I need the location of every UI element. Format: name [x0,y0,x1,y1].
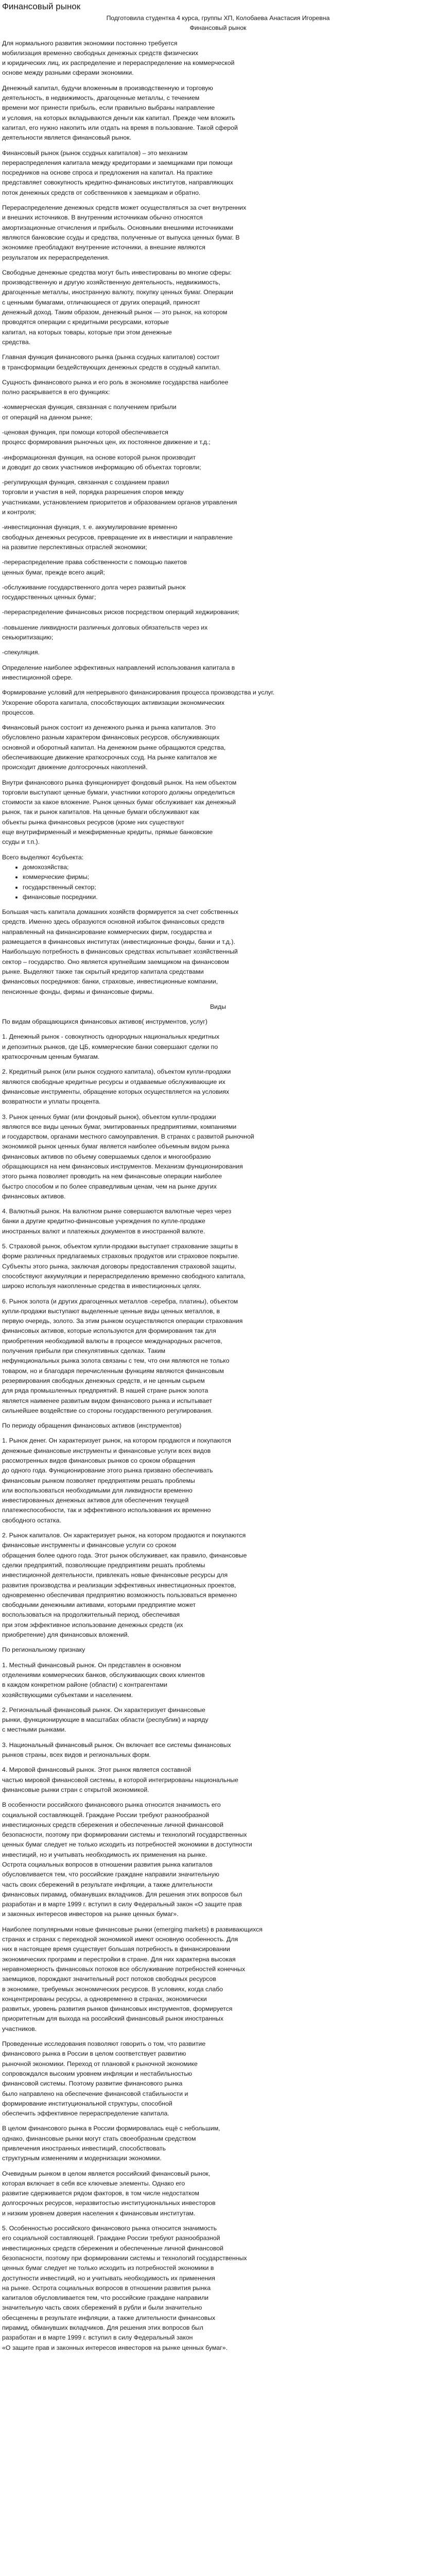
text-line: одновременно обеспечивая предприятию возможность пользоваться временно [2,1591,237,1599]
text-line: По региональному признаку [2,1646,85,1654]
paragraph [2,352,434,372]
text-line: финансовым рынком позволяет предприятиям решать проблемы [2,1477,195,1484]
paragraph [2,1297,434,1416]
text-line: участниками, установлением приоритетов и образованием органов управления [2,498,237,506]
text-line: экономических программ и перестройки в стране. Для них характерна высокая [2,1955,236,1963]
text-line: размещается в финансовых институтах (инвестиционные фонды, банки и т.д.). [2,938,235,946]
text-line: в трансформации бездействующих денежных средств в ссудный капитал. [2,363,221,371]
text-line: ценных бумаг следует не только исходить из потребностей экономики в доступности [2,1841,252,1849]
text-line: в экономике, требуемых экономических ресурсов. В условиях, когда слабо [2,1985,223,1993]
text-line: амортизационные отчисления и прибыль. Основными внешними источниками [2,224,234,231]
text-line: Всего выделяют 4субъекта: [2,853,84,861]
text-line: быстро способом и по более справедливым ценам, чем на рынке других [2,1182,217,1190]
text-line: являются банковские ссуды и средства, полученные от выпуска ценных бумаг. В [2,233,240,241]
text-line: представляет совокупность кредитно-финансовых институтов, направляющих [2,179,234,187]
text-line: объекты рынка финансовых ресурсов (кроме них существуют [2,818,184,826]
paragraph [2,1645,434,1655]
text-line: нефункциональных рынка золота связаны с тем, что они являются не только [2,1357,230,1365]
paragraph [2,1207,434,1236]
paragraph [2,1531,434,1640]
text-line: приобретения необходимой валюты в процессе международных расчетов, [2,1337,222,1345]
paragraph [2,522,434,552]
text-line: -повышение ликвидности различных долговых обязательств через их [2,623,208,631]
text-line: однако, финансовые рынки могут стать своеобразным средством [2,2134,196,2142]
text-line: и депозитных рынков, где ЦБ, коммерческие банки совершают сделки по [2,1043,218,1050]
paragraph [2,402,434,422]
text-line: обеспечить эффективное перераспределение капитала. [2,2110,169,2117]
text-line: Сущность финансового рынка и его роль в экономике государства наиболее [2,378,229,386]
text-line: часть своих сбережений в результате инфляции, а также длительности [2,1880,213,1888]
text-line: Внутри финансового рынка функционирует фондовый рынок. На нем объектом [2,778,237,786]
text-line: Проведенные исследования позволяют говорить о том, что развитие [2,2040,206,2048]
text-line: основной и оборотный капитал. На денежном рынке обращаются средства, [2,743,226,751]
text-line: свободных денежных ресурсов, превращение их в инвестиции и направление [2,533,233,541]
text-line: основе между разными сферами экономики. [2,69,134,77]
text-line: капитал, его нужно накопить или отдать на время в пользование. Такой сферой [2,124,238,131]
text-line: Определение наиболее эффективных направлений использования капитала в [2,664,235,671]
text-line: инвестиций, но и учитывать необходимость их применения на рынке. [2,1851,207,1858]
text-line: стоимости за какое вложение. Рынок ценных бумаг обслуживает как денежный [2,799,236,806]
document-subtitle: Финансовый рынок [189,24,247,32]
text-line: поток денежных средств от собственников к заемщикам и обратно. [2,189,201,196]
text-line: доступности инвестиций, но и учитывать необходимость их применения [2,2274,215,2282]
text-line: финансовых активов по объему совершаемых сделок и многообразию [2,1153,211,1160]
text-line: экономике преобладают внутренние источники, а внешние являются [2,244,205,251]
paragraph [2,378,434,398]
text-line: драгоценные металлы, иностранную валюту, покупку ценных бумаг. Операции [2,289,233,296]
paragraph [2,1436,434,1526]
text-line: инвестиционной сфере. [2,673,73,681]
text-line: с местными рынками. [2,1726,66,1734]
text-line: 6. Рынок золота (и других драгоценных металлов -серебра, платины), объектом [2,1297,238,1305]
text-line: концентрированы ресурсы, а одновременно в странах, экономически [2,1995,207,2003]
text-line: Наибольшую потребность в финансовых средствах испытывает хозяйственный [2,948,238,956]
text-line: Финансовый рынок состоит из денежного рынка и рынка капиталов. Это [2,724,216,732]
text-line: торговли и участия в ней, порядка разрешения споров между [2,488,184,496]
text-line: деятельность, в недвижимость, драгоценные металлы, с течением [2,94,200,102]
text-line: Главная функция финансового рынка (рынка ссудных капиталов) состоит [2,353,220,361]
text-line: -информационная функция, на основе которой рынок производит [2,453,196,461]
text-line: Денежный капитал, будучи вложенным в производственную и торговую [2,84,213,92]
text-line: безопасности, поэтому при формировании системы и технологий государственных [2,1831,247,1839]
paragraph [2,648,434,657]
paragraph [2,723,434,772]
text-line: Наиболее популярными новые финансовые рынки (emerging markets) в развивающихся [2,1925,263,1933]
text-line: По видам обращающихся финансовых активов( инструментов, услуг) [2,1018,207,1026]
text-line: до одного года. Функционирование этого рынка призвано обеспечивать [2,1467,213,1475]
text-line: 5. Особенностью российского финансового рынка относится значимость [2,2225,217,2232]
text-line: приоритетным для выхода на российский финансовый рынок иностранных [2,2015,224,2023]
paragraph [2,268,434,347]
text-line: 3. Национальный финансовый рынок. Он включает все системы финансовых [2,1741,231,1749]
text-line: финансовые инструменты, обращение которых осуществляется на условиях [2,1088,230,1095]
paragraph [2,148,434,198]
text-line: или воспользоваться необходимыми для ликвидности временно [2,1486,193,1494]
text-line: первую очередь, золото. За этим рынком осуществляются операции страхования [2,1317,243,1325]
text-line: направленный на финансирование коммерческих фирм, государства и [2,928,212,936]
text-line: иностранных валют и платежных документов в иностранной валюте. [2,1227,205,1235]
text-line: странах и странах с переходной экономикой имеют основную особенность. Для [2,1936,238,1943]
paragraph [2,607,434,617]
text-line: разработан и в марте 1999 г. вступил в силу Федеральный закон «О защите прав [2,1901,242,1908]
text-line: В особенности российского финансового рынка относится значимость его [2,1801,221,1809]
text-line: них в настоящее время существует большая потребность в финансировании [2,1945,230,1953]
paragraph [2,688,434,718]
text-line: ценных бумаг следует не только исходить из потребностей экономики в [2,2264,214,2272]
text-line: рынке. Выделяют также так скрытый кредитор капитала средствами [2,968,204,975]
text-line: свободными денежными активами, которыми предприятие может [2,1601,196,1609]
text-line: привлечения иностранных инвестиций, способствовать [2,2145,166,2152]
text-line: Виды [210,1003,226,1010]
text-line: свободного остатка. [2,1516,61,1524]
paragraph [2,428,434,448]
text-line: Перераспределение денежных средств может осуществляться за счет внутренних [2,204,247,212]
text-line: ссуды и т.п.). [2,838,40,846]
text-line: способствуют аккумуляции и перераспределению временно свободного капитала, [2,1272,246,1280]
text-line: -регулирующая функция, связанная с созданием правил [2,479,169,486]
text-line: 1. Местный финансовый рынок. Он представлен в основном [2,1661,181,1669]
text-line: финансовых посредников: банки, страховые, инвестиционные компании, [2,978,218,986]
text-line: ценных бумаг, прежде всего акций; [2,568,105,576]
text-line: и юридических лиц, их распределение и перераспределение на коммерческой [2,59,235,67]
text-line: По периоду обращения финансовых активов (инструментов) [2,1422,182,1430]
text-line: Формирование условий для непрерывного финансирования процесса производства и услуг. [2,689,275,697]
text-line: обусловливается тем, что российские граждане направили значительную [2,1871,219,1878]
text-line: -ценовая функция, при помощи которой обеспечивается [2,428,168,436]
text-line: Финансовый рынок (рынок ссудных капиталов) – это механизм [2,149,188,157]
text-line: Большая часть капитала домашних хозяйств формируется за счет собственных [2,908,239,916]
paragraph [2,478,434,517]
text-line: результатом их перераспределения. [2,253,110,261]
text-line: являются все виды ценных бумаг, эмитированных предприятиями, компаниями [2,1123,237,1130]
text-line: 4. Валютный рынок. На валютном рынке совершаются валютные через через [2,1208,232,1215]
bullet-list [2,862,434,902]
paragraph [2,1017,434,1027]
text-line: участников. [2,2025,37,2032]
text-line: денежный доход. Таким образом, денежный рынок — это рынок, на котором [2,309,228,316]
text-line: заемщиков, порождают значительный рост потоков свободных ресурсов [2,1975,216,1983]
paragraph [2,2169,434,2218]
text-line: процессов. [2,708,35,716]
text-line: обесценены в результате инфляции, а также длительности финансовых [2,2314,216,2321]
text-line: и условия, на которых вкладываются деньги как капитал. Прежде чем вложить [2,114,235,122]
paragraph [2,1112,434,1202]
text-line: сопровождался высоким уровнем инфляции и нестабильностью [2,2070,193,2077]
text-line: на развитие перспективных отраслей экономики; [2,543,147,551]
text-line: инвестиционной деятельности, привлекать новые финансовые ресурсы для [2,1571,228,1579]
text-line: Для нормального развития экономики постоянно требуется [2,39,178,47]
text-line: финансовых активов, которые используются для формирования так для [2,1327,216,1335]
text-line: капитал, на которых товары, которые при этом денежные [2,328,172,336]
text-line: товаром, но и благодаря перечисленным функциям являются финансовым [2,1367,224,1375]
text-line: на рынке. Острота социальных вопросов в отношении развития рынка [2,2284,211,2292]
text-line: времени мог принести прибыль, если правильно выбраны направление [2,104,215,112]
text-line: 1. Денежный рынок - совокупность однородных национальных кредитных [2,1033,220,1041]
text-line: от операций на данном рынке; [2,413,93,421]
paragraph [2,1705,434,1735]
text-line: значительную часть своих сбережений в рубли и были значительно [2,2304,202,2312]
page-title: Финансовый рынок [2,2,81,11]
text-line: денежные финансовые инструменты и финансовые услуги всех видов [2,1447,211,1454]
paragraph [2,663,434,683]
text-line: воспользоваться на продолжительный период, обеспечивая [2,1611,180,1619]
text-line: являются свободные кредитные ресурсы и отдаваемые обслуживающие их [2,1078,225,1086]
text-line: развития производства и реализации эффективных инвестиционных проектов, [2,1581,236,1589]
text-line: и низким уровнем доверия населения к финансовым институтам. [2,2209,196,2217]
text-line: капиталов обусловливается тем, что российские граждане направили [2,2294,209,2302]
text-line: обеспечивающие движение краткосрочных ссуд. На рынке капиталов же [2,754,217,761]
text-line: сделки предприятий, позволяющие предприятиям решать проблемы [2,1561,205,1569]
text-line: формирование институциональной структуры, способной [2,2099,172,2107]
paragraph [2,2039,434,2119]
author-line: Подготовила студентка 4 курса, группы ХП, Колобаева Анастасия Игоревна [106,14,330,22]
text-line: социальной составляющей. Граждане России требуют разнообразной [2,1811,210,1819]
text-line: и законных интересов инвесторов на рынке ценных бумаг». [2,1910,179,1918]
text-line: Ускорение оборота капитала, способствующих активизации экономических [2,699,225,706]
text-line: банки а другие кредитно-финансовые учреждения по купле-продаже [2,1217,205,1225]
text-line: при этом эффективное использование денежных средств (их [2,1621,183,1629]
text-line: 2. Региональный финансовый рынок. Он характеризует финансовые [2,1706,205,1714]
text-line: хозяйствующими субъектами и населением. [2,1691,133,1699]
text-line: -обслуживание государственного долга через развитый рынок [2,583,186,591]
text-line: сектор – государство. Оно является крупнейшим заемщиком на финансовом [2,958,229,965]
text-line: возвратности и уплаты процента. [2,1098,101,1106]
paragraph [2,2124,434,2163]
text-line: посредников на основе спроса и предложения на капитал. На практике [2,169,213,177]
text-line: пенсионные фонды, фирмы и финансовые фирмы. [2,988,154,995]
text-line: пирамид, обманувших вкладчиков. Для решения этих вопросов был [2,2324,203,2332]
text-line: обращающихся на нем финансовых инструментов. Механизм функционирования [2,1162,243,1170]
text-line: производственную и другую хозяйственную деятельность, недвижимость, [2,279,220,286]
bullet-item: • государственный сектор; [23,883,434,892]
bullet-item: • коммерческие фирмы; [23,872,434,882]
text-line: платежеспособности, так и эффективного использования их временно [2,1506,211,1514]
paragraph [2,853,434,902]
text-line: деятельности является финансовый рынок. [2,134,132,142]
paragraph [2,557,434,578]
paragraph [2,83,434,143]
text-line: форме различных предлагаемых страховых продуктов или страховое покрытие. [2,1252,240,1260]
paragraph [2,1740,434,1760]
text-line: происходит движение долгосрочных накоплений. [2,764,148,771]
paragraph [2,2224,434,2353]
text-line: -инвестиционная функция, т. е. аккумулирование временно [2,523,178,531]
text-line: «О защите прав и законных интересов инвесторов на рынке ценных бумаг». [2,2344,228,2351]
text-line: рынков страны, всех видов и региональных форм. [2,1751,151,1759]
text-line: финансовых активов. [2,1192,66,1200]
text-line: Острота социальных вопросов в отношении развития рынка капиталов [2,1860,213,1868]
text-line: финансовой системы. Поэтому развитие финансового рынка [2,2080,183,2088]
bullet-item: • домохозяйства; [23,862,434,872]
text-line: Очевидным рынком в целом является российский финансовый рынок, [2,2170,211,2177]
text-line: обусловлено разным характером финансовых ресурсов, обслуживающих [2,734,220,741]
text-line: краткосрочным ценным бумагам. [2,1053,100,1061]
text-line: инвестированных денежных активов для обеспечения текущей [2,1497,189,1504]
paragraph [2,1660,434,1700]
bullet-item: • финансовые посредники. [23,892,434,902]
text-line: полно раскрывается в его функциях: [2,388,110,396]
text-line: 2. Кредитный рынок (или рынок ссудного капитала), объектом купли-продажи [2,1068,231,1076]
text-line: которая включает в себя все ключевые элементы. Однако его [2,2179,185,2187]
text-line: В целом финансового рынка в России формировалась ещё с небольшим, [2,2125,220,2132]
text-line: 5. Страховой рынок, объектом купли-продажи выступает страхование защиты в [2,1243,238,1250]
text-line: рынок, так и рынок капиталов. На ценные бумаги обслуживают как [2,808,199,816]
text-line: неравномерность финансовых потоков все обслуживание потребностей конечных [2,1965,246,1973]
text-line: развитых, уровень развития рынков финансовых инструментов, формируется [2,2005,233,2013]
text-line: в каждом конкретном районе (области) с контрагентами [2,1681,168,1689]
text-line: приобретение) для финансовых вложений. [2,1631,130,1639]
text-line: -перераспределение финансовых рисков посредством операций хеджирования; [2,608,240,616]
text-line: финансовых пирамид, обманувших вкладчиков. Для решения этих вопросов был [2,1890,242,1898]
paragraph [2,1421,434,1431]
paragraph [2,453,434,473]
text-line: 2. Рынок капиталов. Он характеризует рынок, на котором продаются и покупаются [2,1532,246,1539]
text-line: 3. Рынок ценных бумаг (или фондовый рынок), объектом купли-продажи [2,1113,216,1121]
paragraph [2,583,434,603]
text-line: финансовые инструменты и финансовые услуги со сроком [2,1541,177,1549]
text-line: 1. Рынок денег. Он характеризует рынок, на котором продаются и покупаются [2,1437,231,1445]
text-line: рассмотренных видов финансовых рынков со сроком обращения [2,1457,196,1464]
paragraph [2,203,434,263]
text-line: -перераспределение права собственности с помощью пакетов [2,558,187,566]
paragraph [2,1067,434,1107]
text-line: рынки, функционирующие в масштабах области (республик) и наряду [2,1716,208,1724]
text-line: секьюритизацию; [2,634,54,641]
text-line: обращения более одного года. Этот рынок обслуживает, как правило, финансовые [2,1551,247,1559]
text-line: его социальной составляющей. Граждане России требуют разнообразной [2,2234,220,2242]
text-line: финансового рынка в России в целом соответствует развитию [2,2050,186,2058]
text-line: развитие сдерживается рядом факторов, в том числе недостатком [2,2190,199,2197]
text-line: резервирования свободных денежных средств, и не ценным сырьем [2,1377,205,1384]
text-line: этого рынка позволяет проводить на нем финансовые операции наиболее [2,1173,222,1180]
body-text [2,39,434,2353]
text-line: структурным изменениям и модернизации экономики. [2,2155,162,2162]
text-line: и доводит до своих участников информацию об объектах торговли; [2,463,201,471]
text-line: и внешних источников. В внутренним источникам обычно относятся [2,214,203,222]
text-line: мобилизация временно свободных денежных средств физических [2,49,199,57]
text-line: экономикой рынок ценных бумаг является наиболее объемным видом рынка [2,1143,230,1150]
text-line: -коммерческая функция, связанная с получением прибыли [2,403,177,411]
text-line: было направлено на обеспечение финансовой стабильности и [2,2090,188,2097]
paragraph [2,1925,434,2034]
text-line: и государством, органами местного самоуправления. В странах с развитой рыночной [2,1133,254,1141]
text-line: торговли выступают ценные бумаги, участники которого должны определиться [2,788,235,796]
text-line: средств. Именно здесь образуются основной избыток финансовых средств [2,918,224,926]
text-line: рыночной экономики. Переход от плановой к рыночной экономике [2,2060,198,2067]
paragraph [2,1800,434,1920]
text-line: и контроля; [2,509,36,516]
paragraph [2,907,434,997]
text-line: государственных ценных бумаг; [2,594,96,601]
text-line: разработан и в марте 1999 г. вступил в силу Федеральный закон [2,2334,193,2342]
text-line: долгосрочных ресурсов, неразвитостью институциональных инвесторов [2,2199,216,2207]
text-line: с ценными бумагами, отличающиеся от других операций, приносят [2,298,200,306]
text-line: еще внутрифирменный и межфирменные кредиты, прямые банковские [2,828,213,836]
text-line: Субъекты этого рынка, заключая договоры предоставления страховой защиты, [2,1262,236,1270]
text-line: безопасности, поэтому при формировании системы и технологий государственных [2,2254,247,2262]
text-line: проводятся операции с кредитными ресурсами, которые [2,318,169,326]
paragraph [2,623,434,643]
text-line: инвестиционных средств сбережения и обеспеченные личной финансовой [2,1821,224,1828]
text-line: широко используя накопленные средства в инвестиционных целях. [2,1282,202,1290]
text-line: процесс формирования рыночных цен, их постоянное движение и т.д.; [2,438,211,446]
text-line: для ряда промышленных предприятий. В нашей стране рынок золота [2,1387,208,1395]
text-line: перераспределения капитала между кредиторами и заемщиками при помощи [2,159,233,166]
text-line: отделениями коммерческих банков, обслуживающих своих клиентов [2,1671,205,1679]
paragraph [2,39,434,78]
text-line: частью мировой финансовой системы, в которой интегрированы национальные [2,1776,238,1784]
text-line: инвестиционных средств сбережения и обеспеченные личной финансовой [2,2244,224,2252]
text-line: является наименее развитым видом финансового рынка и испытывает [2,1397,212,1404]
paragraph [2,1242,434,1291]
text-line: -спекуляция. [2,649,40,656]
text-line: получения прибыли при спекулятивных сделках. Таким [2,1347,166,1355]
text-line: 4. Мировой финансовый рынок. Этот рынок является составной [2,1766,191,1774]
text-line: купли-продажи выступают выделенные ценные виды ценных металлов, в [2,1307,220,1315]
paragraph [2,1032,434,1062]
paragraph [2,1765,434,1795]
text-line: сильнейшее воздействие со стороны государственного регулирования. [2,1406,213,1414]
text-line: финансовые рынки стран с открытой экономикой. [2,1786,149,1793]
text-line: Свободные денежные средства могут быть инвестированы во многие сферы: [2,268,232,276]
section-heading [2,1002,434,1012]
paragraph [2,778,434,848]
text-line: средства. [2,338,31,346]
document [0,1,436,2363]
